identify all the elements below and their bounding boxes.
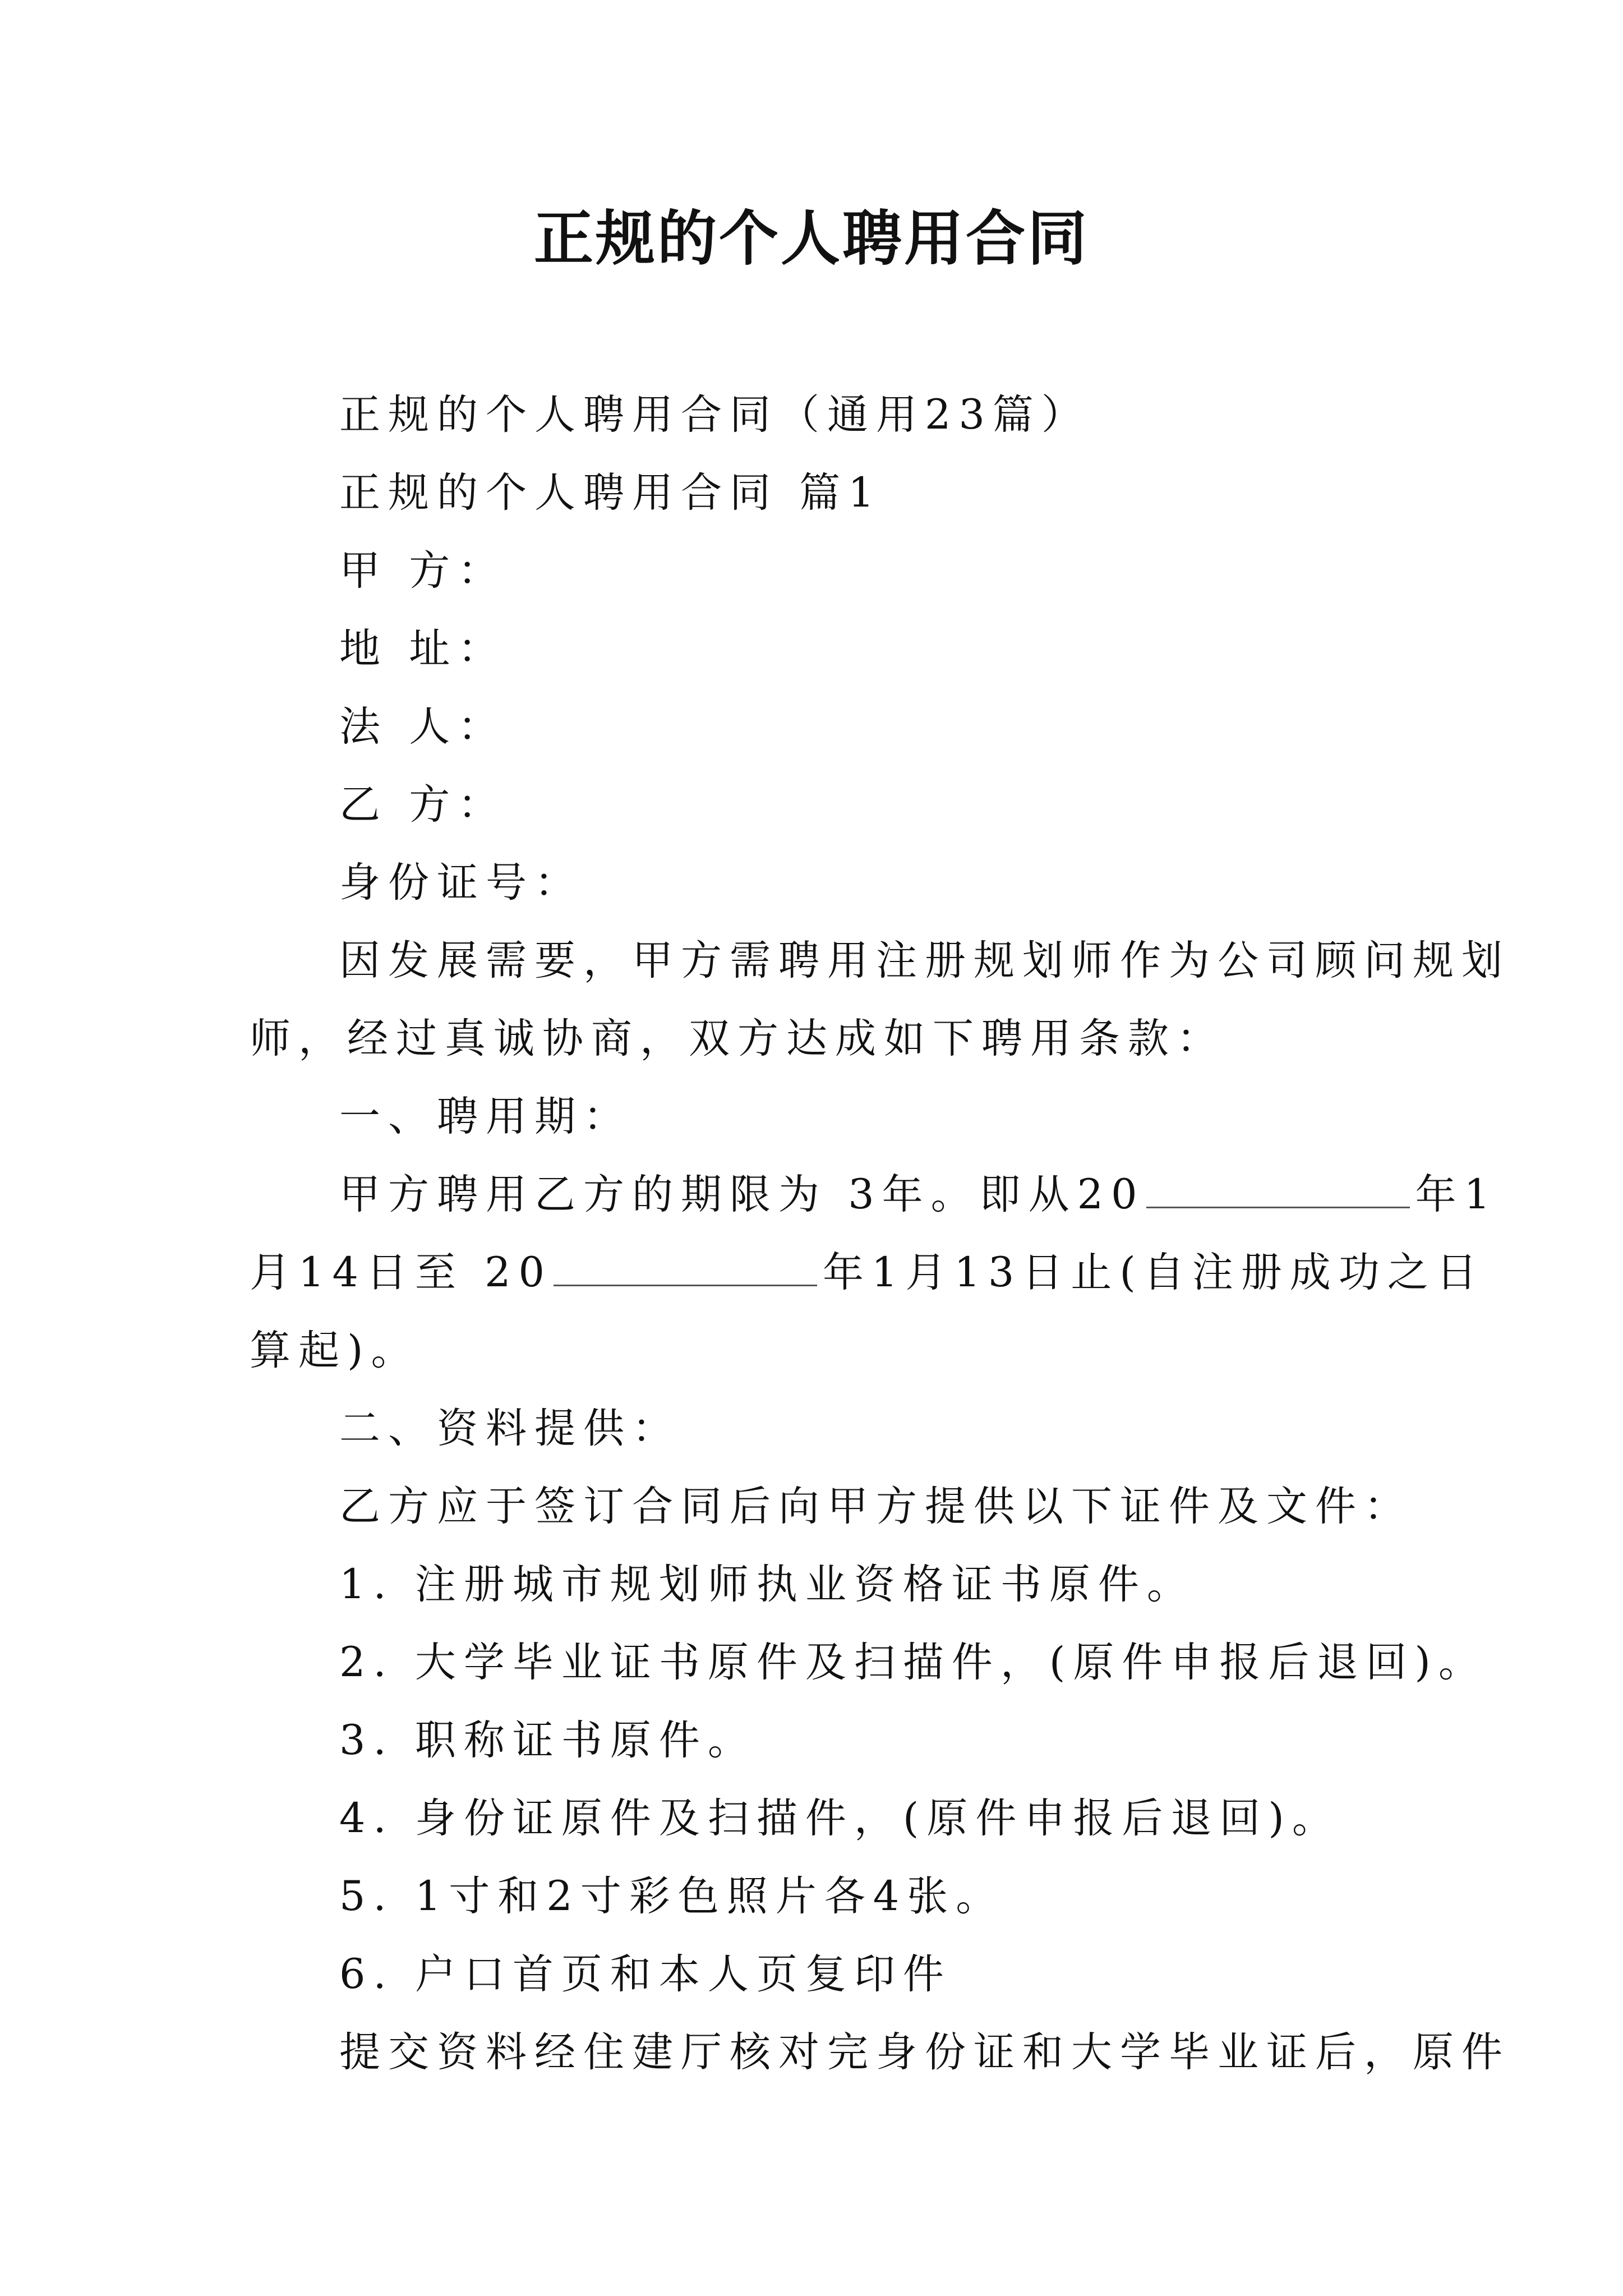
- document-body: [250, 376, 1510, 2091]
- list-item: 6. 户口首页和本人页复印件: [339, 1950, 952, 1998]
- fill-in-blank: [554, 1245, 817, 1286]
- term-text: 月14日至 20: [250, 1249, 552, 1296]
- term-text: 甲方聘用乙方的期限为 3年。即从20: [339, 1171, 1145, 1218]
- clause-heading-documents: 二、资料提供：: [339, 1405, 681, 1452]
- fill-in-blank: [1146, 1167, 1410, 1208]
- legal-person-label: 法 人：: [339, 703, 507, 751]
- term-paragraph-line: 算起)。: [250, 1327, 420, 1374]
- closing-paragraph-line: 提交资料经住建厅核对完身份证和大学毕业证后，原件: [339, 2028, 1510, 2076]
- section-heading: 正规的个人聘用合同 篇1: [339, 469, 882, 517]
- list-item: 1. 注册城市规划师执业资格证书原件。: [339, 1561, 1196, 1608]
- term-text: 年1月13日止(自注册成功之日: [822, 1249, 1485, 1296]
- clause-heading-term: 一、聘用期：: [339, 1093, 632, 1140]
- list-item: 3. 职称证书原件。: [339, 1717, 757, 1764]
- party-b-label: 乙 方：: [339, 781, 507, 829]
- term-paragraph-line: [250, 1234, 1485, 1312]
- term-paragraph-line: [250, 1156, 1498, 1234]
- intro-paragraph-line: 师，经过真诚协商，双方达成如下聘用条款：: [250, 1015, 1225, 1062]
- list-item: 5. 1寸和2寸彩色照片各4张。: [339, 1872, 1005, 1920]
- id-number-label: 身份证号：: [339, 859, 583, 907]
- list-item: 2. 大学毕业证书原件及扫描件，(原件申报后退回)。: [339, 1639, 1487, 1686]
- documents-intro: 乙方应于签订合同后向甲方提供以下证件及文件：: [339, 1483, 1413, 1530]
- address-label: 地 址：: [339, 625, 507, 673]
- list-item: 4. 身份证原件及扫描件，(原件申报后退回)。: [339, 1795, 1341, 1842]
- document-title: 正规的个人聘用合同: [534, 203, 1089, 273]
- term-text: 年1: [1415, 1171, 1498, 1218]
- intro-paragraph-line: 因发展需要，甲方需聘用注册规划师作为公司顾问规划: [339, 937, 1510, 984]
- party-a-label: 甲 方：: [339, 547, 507, 595]
- subtitle: 正规的个人聘用合同（通用23篇）: [339, 391, 1090, 439]
